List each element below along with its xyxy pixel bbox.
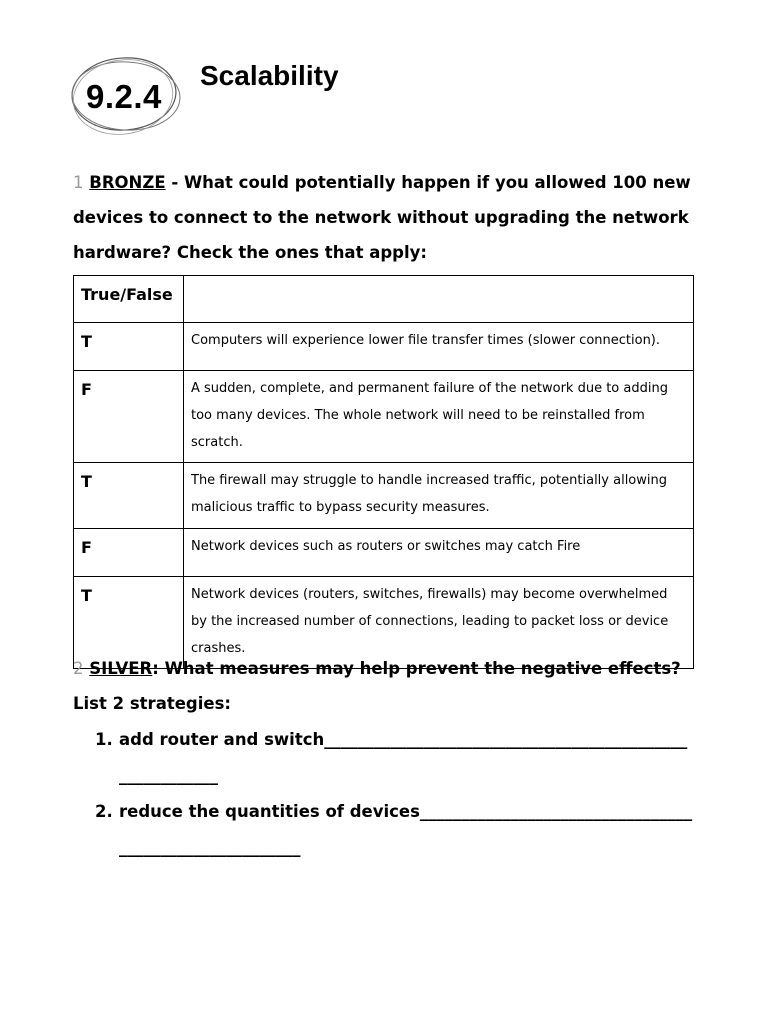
true-false-table <box>73 275 694 669</box>
true-false-answer[interactable]: T <box>74 323 184 371</box>
list-item-number: 2. <box>95 802 113 821</box>
statement: Computers will experience lower file transfer times (slower connection). <box>184 323 694 371</box>
table-row <box>74 323 694 371</box>
list-item <box>95 794 695 866</box>
question-number: 2 <box>73 659 84 678</box>
true-false-answer[interactable]: T <box>74 463 184 529</box>
statement: A sudden, complete, and permanent failure of the network due to adding too many devices. The whole network will need to be reinstalled from scratch. <box>184 371 694 463</box>
answer-text[interactable]: add router and switch________________________________________________________ <box>119 730 688 785</box>
question-level: SILVER <box>89 659 153 678</box>
answer-list <box>95 722 695 866</box>
answer-text[interactable]: reduce the quantities of devices_______________________________________________________ <box>119 802 693 857</box>
true-false-answer[interactable]: F <box>74 529 184 577</box>
table-header-row <box>74 276 694 323</box>
section-number: 9.2.4 <box>86 78 162 115</box>
table-row <box>74 463 694 529</box>
page-title: Scalability <box>200 60 339 91</box>
true-false-answer[interactable]: T <box>74 577 184 669</box>
table-row <box>74 371 694 463</box>
question-2 <box>73 651 693 721</box>
question-number: 1 <box>73 173 84 192</box>
statement: Network devices (routers, switches, firewalls) may become overwhelmed by the increased number of connections, leading to packet loss or device crashes. <box>184 577 694 669</box>
question-text: : What measures may help prevent the negative effects? List 2 strategies: <box>73 659 681 713</box>
true-false-answer[interactable]: F <box>74 371 184 463</box>
question-level: BRONZE <box>89 173 166 192</box>
section-number-badge <box>66 52 186 142</box>
list-item <box>95 722 695 794</box>
question-1 <box>73 165 693 270</box>
table-header-cell: True/False <box>74 276 184 323</box>
statement: The firewall may struggle to handle increased traffic, potentially allowing malicious traffic to bypass security measures. <box>184 463 694 529</box>
table-header-cell <box>184 276 694 323</box>
table-row <box>74 529 694 577</box>
list-item-number: 1. <box>95 730 113 749</box>
statement: Network devices such as routers or switches may catch Fire <box>184 529 694 577</box>
question-text: - What could potentially happen if you allowed 100 new devices to connect to the network without upgrading the network hardware? Check the ones that apply: <box>73 173 691 262</box>
